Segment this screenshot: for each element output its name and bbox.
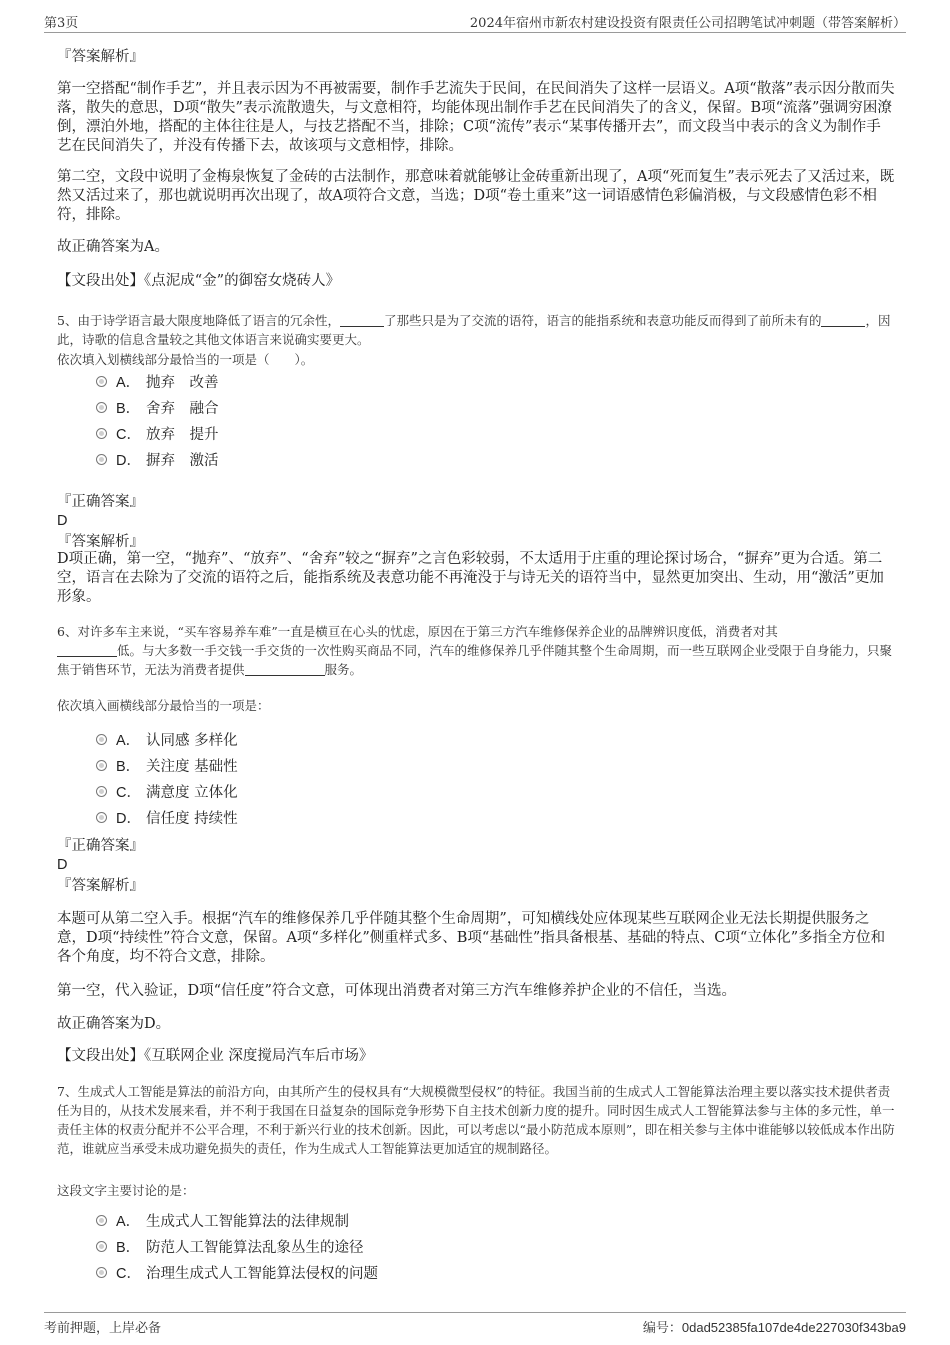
option-b[interactable]: B． 舍弃 融合 [96,399,219,419]
conclusion: 故正确答案为D。 [57,1016,171,1032]
fill-blank [245,663,325,676]
analysis-paragraph: 第二空，文段中说明了金梅泉恢复了金砖的古法制作，那意味着就能够让金砖重新出现了，A项“死而复生”表示死去了又活过来，既然又活过来了，那也就说明再次出现了，故A项符合文意，当选；D项“卷土重来”这一词语感情色彩偏消极，与文段感情色彩不相符，排除。 [57,169,895,223]
question-stem: 5、由于诗学语言最大限度地降低了语言的冗余性， 了那些只是为了交流的语符，语言的能指系统和表意功能反而得到了前所未有的 ，因此，诗歌的信息含量较之其他文体语言来说确实要更大。 [57,313,891,347]
option-text: 认同感 多样化 [146,733,238,749]
analysis-paragraph: 本题可从第二空入手。根据“汽车的维修保养几乎伴随其整个生命周期”，可知横线处应体现某些互联网企业无法长期提供服务之意，D项“持续性”符合文意，保留。A项“多样化”侧重样式多、B项“基础性”指具备根基、基础的特点、C项“立体化”多指全方位和各个角度，均不符合文意，排除。 [57,911,886,965]
analysis-paragraph: D项正确，第一空，“抛弃”、“放弃”、“舍弃”较之“摒弃”之言色彩较弱，不太适用于庄重的理论探讨场合，“摒弃”更为合适。第二空，语言在去除为了交流的语符之后，能指系统及表意功能不再淹没于与诗无关的语符当中，显然更加突出、生动，用“激活”更加形象。 [57,551,884,605]
option-text: 满意度 立体化 [146,785,238,801]
option-text: 生成式人工智能算法的法律规制 [146,1214,349,1230]
conclusion: 故正确答案为A。 [57,239,169,255]
correct-answer: D [57,857,68,873]
option-text: 放弃 提升 [146,427,219,443]
radio-icon[interactable] [96,376,107,387]
radio-icon[interactable] [96,1215,107,1226]
option-d[interactable]: D． 信任度 持续性 [96,809,238,829]
option-text: 抛弃 改善 [146,375,219,391]
page-header [44,10,906,33]
analysis-heading: 『答案解析』 [57,49,144,65]
option-c[interactable]: C． 满意度 立体化 [96,783,238,803]
document-code: 编号：0dad52385fa107de4de227030f343ba9 [642,1320,906,1336]
correct-answer-heading: 『正确答案』 [57,838,144,854]
option-c[interactable]: C． 治理生成式人工智能算法侵权的问题 [96,1264,378,1284]
fill-blank [821,314,865,327]
option-text: 信任度 持续性 [146,811,238,827]
question-stem: 6、对许多车主来说，“买车容易养车难”一直是横亘在心头的忧虑，原因在于第三方汽车维修保养企业的品牌辨识度低，消费者对其 低。与大多数一手交钱一手交货的一次性购买商品不同，汽车的维修保养几乎伴随其整个生命周期，而一些互联网企业受限于自身能力，只聚焦于销售环节，无法为消费者提供 服务。 [57,624,893,677]
page-footer [44,1312,906,1337]
analysis-heading: 『答案解析』 [57,534,144,550]
option-text: 治理生成式人工智能算法侵权的问题 [146,1266,378,1282]
correct-answer: D [57,513,68,529]
radio-icon[interactable] [96,760,107,771]
radio-icon[interactable] [96,428,107,439]
analysis-heading: 『答案解析』 [57,878,144,894]
option-text: 舍弃 融合 [146,401,219,417]
fill-blank [57,644,117,657]
analysis-paragraph: 第一空搭配“制作手艺”，并且表示因为不再被需要，制作手艺流失于民间，在民间消失了这样一层语义。A项“散落”表示因分散而失落，散失的意思，D项“散失”表示流散遗失，与文意相符，均能体现出制作手艺在民间消失了的含义，保留。B项“流落”强调穷困潦倒，漂泊外地，搭配的主体往往是人，与技艺搭配不当，排除；C项“流传”表示“某事传播开去”，而文段当中表示的含义为制作手艺在民间消失了，并没有传播下去，故该项与文意相悖，排除。 [57,81,895,154]
source-citation: 【文段出处】《互联网企业 深度搅局汽车后市场》 [57,1048,374,1064]
option-a[interactable]: A． 抛弃 改善 [96,373,219,393]
source-citation: 【文段出处】《点泥成“金”的御窑女烧砖人》 [57,273,341,289]
radio-icon[interactable] [96,1267,107,1278]
option-text: 摒弃 激活 [146,453,219,469]
page-number: 第3页 [44,16,79,31]
radio-icon[interactable] [96,812,107,823]
option-text: 防范人工智能算法乱象丛生的途径 [146,1240,364,1256]
option-b[interactable]: B． 关注度 基础性 [96,757,238,777]
option-a[interactable]: A． 生成式人工智能算法的法律规制 [96,1212,349,1232]
question-prompt: 依次填入划横线部分最恰当的一项是（ ）。 [57,352,314,367]
option-c[interactable]: C． 放弃 提升 [96,425,219,445]
question-stem: 7、生成式人工智能是算法的前沿方向，由其所产生的侵权具有“大规模微型侵权”的特征。我国当前的生成式人工智能算法治理主要以落实技术提供者责任为目的，从技术发展来看，并不利于我国在日益复杂的国际竞争形势下自主技术创新力度的提升。同时因生成式人工智能算法参与主体的多元性，单一责任主体的权责分配并不公平合理，不利于新兴行业的技术创新。因此，可以考虑以“最小防范成本原则”，即在相关参与主体中谁能够以较低成本作出防范，谁就应当承受未成功避免损失的责任，作为生成式人工智能算法更加适宜的规制路径。 [57,1084,895,1156]
option-d[interactable]: D． 摒弃 激活 [96,451,219,471]
radio-icon[interactable] [96,402,107,413]
option-text: 关注度 基础性 [146,759,238,775]
radio-icon[interactable] [96,1241,107,1252]
option-b[interactable]: B． 防范人工智能算法乱象丛生的途径 [96,1238,364,1258]
radio-icon[interactable] [96,454,107,465]
question-prompt: 这段文字主要讨论的是： [57,1183,195,1198]
fill-blank [340,314,384,327]
analysis-paragraph: 第一空，代入验证，D项“信任度”符合文意，可体现出消费者对第三方汽车维修养护企业的不信任，当选。 [57,983,736,999]
footer-slogan: 考前押题，上岸必备 [44,1321,162,1336]
question-prompt: 依次填入画横线部分最恰当的一项是： [57,698,270,713]
radio-icon[interactable] [96,786,107,797]
option-a[interactable]: A． 认同感 多样化 [96,731,238,751]
correct-answer-heading: 『正确答案』 [57,494,144,510]
document-title: 2024年宿州市新农村建设投资有限责任公司招聘笔试冲刺题（带答案解析） [469,16,906,31]
radio-icon[interactable] [96,734,107,745]
